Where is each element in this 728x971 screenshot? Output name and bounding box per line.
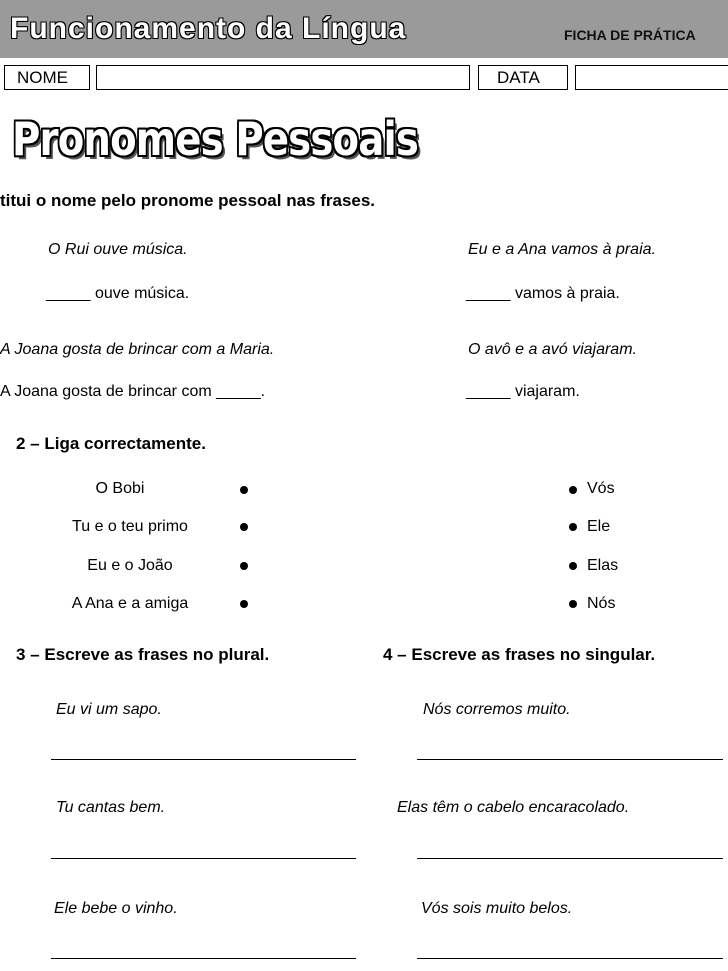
match-left-dot-3[interactable] [240, 562, 248, 570]
match-right-4: Nós [587, 595, 616, 612]
ex1-answer-1: _____ ouve música. [46, 285, 190, 302]
match-right-3: Elas [587, 557, 619, 574]
ex4-sentence-2: Elas têm o cabelo encaracolado. [397, 799, 630, 816]
match-right-dot-2[interactable] [569, 523, 577, 531]
ex3-sentence-2: Tu cantas bem. [56, 799, 166, 816]
match-left-dot-1[interactable] [240, 486, 248, 494]
ex3-answer-line-2[interactable] [51, 858, 356, 859]
match-left-2: Tu e o teu primo [72, 518, 188, 535]
name-label-box [4, 65, 90, 90]
worksheet-title: Pronomes Pessoais [12, 112, 419, 166]
name-field[interactable] [96, 65, 470, 90]
match-left-dot-2[interactable] [240, 523, 248, 531]
ex1-sentence-1: O Rui ouve música. [48, 241, 188, 258]
ex1-answer-3: A Joana gosta de brincar com _____. [0, 383, 266, 400]
match-right-1: Vós [587, 480, 615, 497]
date-label: DATA [497, 68, 540, 87]
exercise1-instruction: titui o nome pelo pronome pessoal nas frases. [0, 191, 376, 210]
exercise4-instruction: 4 – Escreve as frases no singular. [383, 645, 656, 664]
ex4-answer-line-2[interactable] [417, 858, 723, 859]
ex1-answer-2: _____ vamos à praia. [466, 285, 620, 302]
exercise2-instruction: 2 – Liga correctamente. [16, 434, 206, 453]
ex4-sentence-1: Nós corremos muito. [423, 701, 571, 718]
match-right-dot-4[interactable] [569, 600, 577, 608]
match-right-dot-1[interactable] [569, 486, 577, 494]
ex1-sentence-2: Eu e a Ana vamos à praia. [468, 241, 656, 258]
header-title: Funcionamento da Língua [10, 12, 407, 45]
ex4-answer-line-3[interactable] [417, 958, 723, 959]
ex1-answer-4: _____ viajaram. [466, 383, 580, 400]
ex4-answer-line-1[interactable] [417, 759, 723, 760]
match-left-dot-4[interactable] [240, 600, 248, 608]
exercise3-instruction: 3 – Escreve as frases no plural. [16, 645, 270, 664]
ex3-sentence-1: Eu vi um sapo. [56, 701, 162, 718]
ex1-sentence-4: O avô e a avó viajaram. [468, 341, 637, 358]
header-subtitle: FICHA DE PRÁTICA [564, 27, 696, 43]
ex3-sentence-3: Ele bebe o vinho. [54, 900, 178, 917]
match-right-dot-3[interactable] [569, 562, 577, 570]
ex3-answer-line-3[interactable] [51, 958, 356, 959]
match-left-3: Eu e o João [87, 557, 173, 574]
date-field[interactable] [575, 65, 728, 90]
date-label-box [478, 65, 568, 90]
ex4-sentence-3: Vós sois muito belos. [421, 900, 573, 917]
match-left-1: O Bobi [95, 480, 145, 497]
ex1-sentence-3: A Joana gosta de brincar com a Maria. [0, 341, 275, 358]
match-left-4: A Ana e a amiga [71, 595, 189, 612]
name-label: NOME [17, 68, 68, 87]
match-right-2: Ele [587, 518, 611, 535]
ex3-answer-line-1[interactable] [51, 759, 356, 760]
